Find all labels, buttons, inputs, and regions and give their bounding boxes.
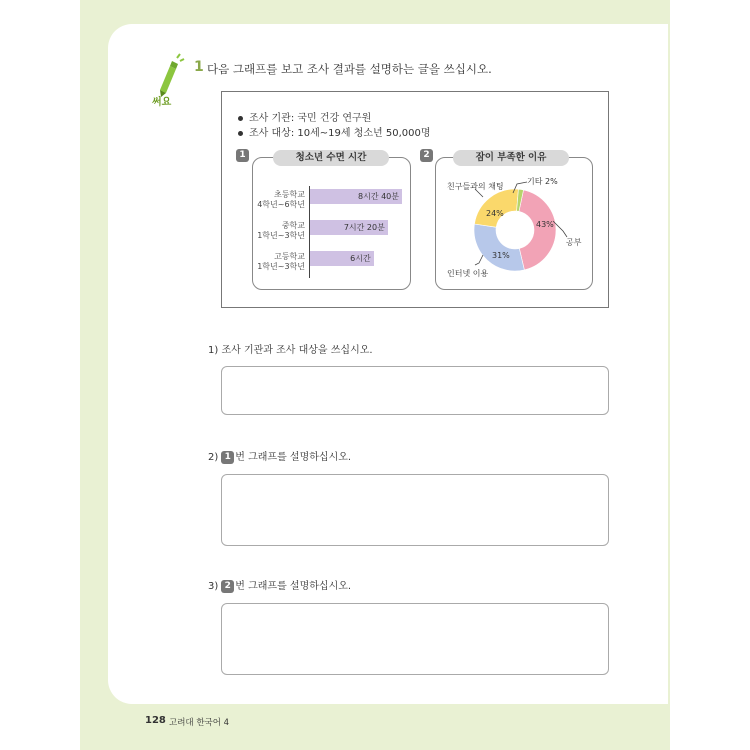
- answer-box-3[interactable]: [221, 603, 609, 675]
- bullet-icon: [238, 116, 243, 121]
- question-number: 1: [194, 59, 204, 75]
- graph1-row-label: [249, 221, 305, 241]
- bar-value-label: 8시간 40분: [358, 192, 399, 201]
- pie-label-internet: 인터넷 이용: [447, 269, 489, 278]
- row-label-line: 1학년~3학년: [257, 231, 305, 240]
- survey-subjects: [238, 124, 431, 139]
- question-text: 다음 그래프를 보고 조사 결과를 설명하는 글을 쓰십시오.: [207, 62, 492, 76]
- pie-pct-study: 43%: [536, 220, 554, 229]
- sub-question-text: 번 그래프를 설명하십시오.: [235, 581, 352, 592]
- sub-question-1: [208, 341, 373, 356]
- pie-label-chat: 친구들과의 채팅: [447, 182, 504, 191]
- sub-question-3: [208, 577, 351, 593]
- sub-question-prefix: 3): [208, 581, 219, 592]
- graph1-row-label: [249, 252, 305, 272]
- sub-question-text: 조사 기관과 조사 대상을 쓰십시오.: [221, 345, 373, 356]
- survey-institution: [238, 109, 371, 124]
- sub-question-text: 번 그래프를 설명하십시오.: [235, 452, 352, 463]
- survey-subjects-text: 조사 대상: 10세~19세 청소년 50,000명: [249, 128, 431, 139]
- pie-leader-lines: [435, 157, 595, 292]
- sub-question-prefix: 1): [208, 345, 219, 356]
- pie-pct-internet: 31%: [492, 251, 510, 260]
- sub-question-badge: 1: [221, 451, 234, 464]
- graph2-badge: 2: [420, 149, 433, 162]
- row-label-line: 고등학교: [274, 252, 305, 261]
- bar-value-label: 6시간: [350, 254, 371, 263]
- section-label: 써요: [152, 97, 172, 108]
- graph1-title: 청소년 수면 시간: [273, 150, 389, 166]
- pie-pct-chat: 24%: [486, 209, 504, 218]
- pie-label-study: 공부: [566, 238, 582, 247]
- bullet-icon: [238, 131, 243, 136]
- sub-question-prefix: 2): [208, 452, 219, 463]
- answer-box-1[interactable]: [221, 366, 609, 415]
- sub-question-badge: 2: [221, 580, 234, 593]
- page-number: 128: [145, 715, 166, 726]
- pie-label-other: 기타 2%: [527, 177, 558, 186]
- graph1-badge: 1: [236, 149, 249, 162]
- book-title: 고려대 한국어 4: [169, 718, 230, 728]
- survey-institution-text: 조사 기관: 국민 건강 연구원: [249, 113, 372, 124]
- graph1-row-label: [249, 190, 305, 210]
- bar-value-label: 7시간 20분: [343, 223, 385, 232]
- row-label-line: 1학년~3학년: [257, 262, 305, 271]
- row-label-line: 4학년~6학년: [257, 200, 305, 209]
- row-label-line: 중학교: [281, 221, 305, 230]
- graph2-title: 잠이 부족한 이유: [453, 150, 569, 166]
- row-label-line: 초등학교: [274, 190, 305, 199]
- sub-question-2: [208, 448, 351, 464]
- answer-box-2[interactable]: [221, 474, 609, 546]
